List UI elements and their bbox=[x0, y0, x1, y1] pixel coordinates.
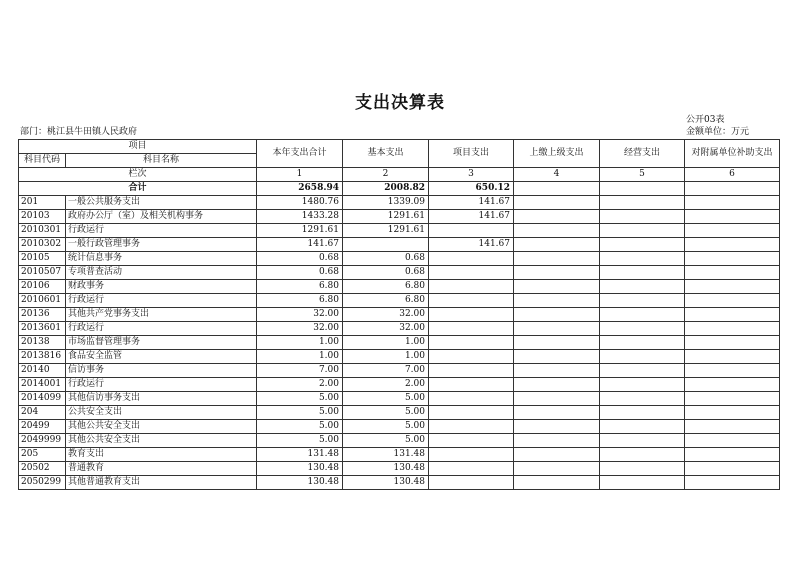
row-total: 1480.76 bbox=[257, 196, 343, 210]
row-name: 行政运行 bbox=[66, 322, 257, 336]
row-total: 5.00 bbox=[257, 420, 343, 434]
row-code: 204 bbox=[19, 406, 66, 420]
table-row bbox=[19, 420, 780, 434]
row-code: 2014099 bbox=[19, 392, 66, 406]
row-project: 141.67 bbox=[429, 196, 514, 210]
row-basic: 2.00 bbox=[343, 378, 429, 392]
row-business bbox=[600, 448, 685, 462]
row-remit-upper bbox=[514, 224, 600, 238]
row-subsidy bbox=[685, 364, 780, 378]
total-business bbox=[600, 182, 685, 196]
row-subsidy bbox=[685, 224, 780, 238]
row-business bbox=[600, 336, 685, 350]
row-code: 2010301 bbox=[19, 224, 66, 238]
col-number: 3 bbox=[429, 168, 514, 182]
row-project: 141.67 bbox=[429, 210, 514, 224]
row-total: 131.48 bbox=[257, 448, 343, 462]
row-basic: 1.00 bbox=[343, 350, 429, 364]
row-code: 2010302 bbox=[19, 238, 66, 252]
row-project bbox=[429, 266, 514, 280]
row-name: 教育支出 bbox=[66, 448, 257, 462]
header-business: 经营支出 bbox=[600, 140, 685, 168]
row-code: 2050299 bbox=[19, 476, 66, 490]
header-project: 项目支出 bbox=[429, 140, 514, 168]
row-project bbox=[429, 476, 514, 490]
row-project bbox=[429, 336, 514, 350]
row-subsidy bbox=[685, 420, 780, 434]
table-row bbox=[19, 252, 780, 266]
row-basic: 1291.61 bbox=[343, 224, 429, 238]
table-row bbox=[19, 294, 780, 308]
total-remit-upper bbox=[514, 182, 600, 196]
row-subsidy bbox=[685, 476, 780, 490]
row-total: 130.48 bbox=[257, 462, 343, 476]
row-code: 2013816 bbox=[19, 350, 66, 364]
table-row bbox=[19, 266, 780, 280]
row-total: 5.00 bbox=[257, 392, 343, 406]
row-project bbox=[429, 252, 514, 266]
row-subsidy bbox=[685, 252, 780, 266]
row-code: 20105 bbox=[19, 252, 66, 266]
row-subsidy bbox=[685, 280, 780, 294]
row-project bbox=[429, 392, 514, 406]
row-subsidy bbox=[685, 434, 780, 448]
department-label: 部门：桃江县牛田镇人民政府 bbox=[20, 127, 138, 137]
row-total: 0.68 bbox=[257, 252, 343, 266]
table-row bbox=[19, 308, 780, 322]
row-basic: 5.00 bbox=[343, 420, 429, 434]
row-total: 5.00 bbox=[257, 434, 343, 448]
row-remit-upper bbox=[514, 294, 600, 308]
row-subsidy bbox=[685, 322, 780, 336]
row-business bbox=[600, 308, 685, 322]
row-name: 其他信访事务支出 bbox=[66, 392, 257, 406]
row-basic bbox=[343, 238, 429, 252]
row-project bbox=[429, 378, 514, 392]
row-remit-upper bbox=[514, 280, 600, 294]
header-subsidy: 对附属单位补助支出 bbox=[685, 140, 780, 168]
row-business bbox=[600, 210, 685, 224]
total-total: 2658.94 bbox=[257, 182, 343, 196]
total-basic: 2008.82 bbox=[343, 182, 429, 196]
col-number: 2 bbox=[343, 168, 429, 182]
row-basic: 5.00 bbox=[343, 406, 429, 420]
row-remit-upper bbox=[514, 196, 600, 210]
row-name: 其他公共安全支出 bbox=[66, 434, 257, 448]
row-project bbox=[429, 420, 514, 434]
row-code: 2014001 bbox=[19, 378, 66, 392]
row-project bbox=[429, 462, 514, 476]
row-subsidy bbox=[685, 210, 780, 224]
row-total: 32.00 bbox=[257, 308, 343, 322]
row-remit-upper bbox=[514, 406, 600, 420]
row-basic: 7.00 bbox=[343, 364, 429, 378]
total-row bbox=[19, 182, 780, 196]
row-total: 1433.28 bbox=[257, 210, 343, 224]
row-business bbox=[600, 392, 685, 406]
row-business bbox=[600, 378, 685, 392]
table-row bbox=[19, 280, 780, 294]
row-business bbox=[600, 322, 685, 336]
expenditure-table bbox=[18, 139, 780, 490]
row-code: 20106 bbox=[19, 280, 66, 294]
row-basic: 32.00 bbox=[343, 322, 429, 336]
row-basic: 131.48 bbox=[343, 448, 429, 462]
row-name: 其他公共安全支出 bbox=[66, 420, 257, 434]
row-business bbox=[600, 224, 685, 238]
row-name: 行政运行 bbox=[66, 378, 257, 392]
row-business bbox=[600, 238, 685, 252]
row-code: 2010507 bbox=[19, 266, 66, 280]
row-code: 20136 bbox=[19, 308, 66, 322]
row-code: 205 bbox=[19, 448, 66, 462]
row-code: 20138 bbox=[19, 336, 66, 350]
row-business bbox=[600, 420, 685, 434]
unit-label: 金额单位：万元 bbox=[686, 127, 750, 137]
row-subsidy bbox=[685, 294, 780, 308]
row-business bbox=[600, 462, 685, 476]
table-row bbox=[19, 238, 780, 252]
table-row bbox=[19, 224, 780, 238]
table-row bbox=[19, 350, 780, 364]
row-basic: 130.48 bbox=[343, 462, 429, 476]
total-subsidy bbox=[685, 182, 780, 196]
header-subject-code: 科目代码 bbox=[19, 154, 66, 168]
row-total: 1.00 bbox=[257, 350, 343, 364]
header-remit-upper: 上缴上级支出 bbox=[514, 140, 600, 168]
total-project: 650.12 bbox=[429, 182, 514, 196]
col-number: 1 bbox=[257, 168, 343, 182]
row-project bbox=[429, 308, 514, 322]
row-subsidy bbox=[685, 350, 780, 364]
table-row bbox=[19, 196, 780, 210]
row-remit-upper bbox=[514, 210, 600, 224]
row-remit-upper bbox=[514, 350, 600, 364]
table-row bbox=[19, 378, 780, 392]
row-total: 141.67 bbox=[257, 238, 343, 252]
row-subsidy bbox=[685, 462, 780, 476]
row-project bbox=[429, 364, 514, 378]
row-remit-upper bbox=[514, 462, 600, 476]
row-subsidy bbox=[685, 378, 780, 392]
row-business bbox=[600, 476, 685, 490]
row-remit-upper bbox=[514, 238, 600, 252]
row-name: 政府办公厅（室）及相关机构事务 bbox=[66, 210, 257, 224]
col-number: 6 bbox=[685, 168, 780, 182]
row-remit-upper bbox=[514, 336, 600, 350]
table-row bbox=[19, 392, 780, 406]
row-project bbox=[429, 322, 514, 336]
row-code: 20499 bbox=[19, 420, 66, 434]
row-total: 1291.61 bbox=[257, 224, 343, 238]
row-name: 食品安全监管 bbox=[66, 350, 257, 364]
row-total: 7.00 bbox=[257, 364, 343, 378]
header-item: 项目 bbox=[19, 140, 257, 154]
row-subsidy bbox=[685, 406, 780, 420]
row-total: 0.68 bbox=[257, 266, 343, 280]
row-total: 5.00 bbox=[257, 406, 343, 420]
row-code: 2049999 bbox=[19, 434, 66, 448]
row-project bbox=[429, 434, 514, 448]
header-column-index: 栏次 bbox=[19, 168, 257, 182]
row-business bbox=[600, 350, 685, 364]
row-code: 2010601 bbox=[19, 294, 66, 308]
row-remit-upper bbox=[514, 364, 600, 378]
row-remit-upper bbox=[514, 392, 600, 406]
col-number: 5 bbox=[600, 168, 685, 182]
row-project bbox=[429, 224, 514, 238]
row-business bbox=[600, 280, 685, 294]
row-basic: 6.80 bbox=[343, 294, 429, 308]
table-row bbox=[19, 448, 780, 462]
row-basic: 6.80 bbox=[343, 280, 429, 294]
row-name: 一般公共服务支出 bbox=[66, 196, 257, 210]
row-name: 财政事务 bbox=[66, 280, 257, 294]
row-basic: 1291.61 bbox=[343, 210, 429, 224]
row-name: 专项普查活动 bbox=[66, 266, 257, 280]
row-project bbox=[429, 350, 514, 364]
row-total: 6.80 bbox=[257, 294, 343, 308]
row-business bbox=[600, 266, 685, 280]
row-remit-upper bbox=[514, 378, 600, 392]
row-remit-upper bbox=[514, 308, 600, 322]
row-basic: 32.00 bbox=[343, 308, 429, 322]
row-business bbox=[600, 406, 685, 420]
row-remit-upper bbox=[514, 434, 600, 448]
row-name: 统计信息事务 bbox=[66, 252, 257, 266]
table-row bbox=[19, 462, 780, 476]
row-subsidy bbox=[685, 448, 780, 462]
row-code: 201 bbox=[19, 196, 66, 210]
row-name: 信访事务 bbox=[66, 364, 257, 378]
row-remit-upper bbox=[514, 266, 600, 280]
row-subsidy bbox=[685, 336, 780, 350]
row-business bbox=[600, 364, 685, 378]
row-name: 一般行政管理事务 bbox=[66, 238, 257, 252]
page-title: 支出决算表 bbox=[355, 93, 445, 113]
table-row bbox=[19, 322, 780, 336]
table-row bbox=[19, 434, 780, 448]
row-subsidy bbox=[685, 238, 780, 252]
header-basic: 基本支出 bbox=[343, 140, 429, 168]
row-basic: 130.48 bbox=[343, 476, 429, 490]
table-row bbox=[19, 210, 780, 224]
row-remit-upper bbox=[514, 322, 600, 336]
row-remit-upper bbox=[514, 448, 600, 462]
form-code: 公开03表 bbox=[686, 115, 725, 125]
row-name: 其他普通教育支出 bbox=[66, 476, 257, 490]
row-basic: 5.00 bbox=[343, 434, 429, 448]
header-subject-name: 科目名称 bbox=[66, 154, 257, 168]
table-row bbox=[19, 336, 780, 350]
row-basic: 5.00 bbox=[343, 392, 429, 406]
row-business bbox=[600, 294, 685, 308]
row-basic: 1339.09 bbox=[343, 196, 429, 210]
row-business bbox=[600, 252, 685, 266]
row-total: 2.00 bbox=[257, 378, 343, 392]
row-basic: 0.68 bbox=[343, 252, 429, 266]
row-name: 行政运行 bbox=[66, 294, 257, 308]
row-remit-upper bbox=[514, 476, 600, 490]
row-name: 其他共产党事务支出 bbox=[66, 308, 257, 322]
row-subsidy bbox=[685, 308, 780, 322]
row-project bbox=[429, 406, 514, 420]
row-code: 20140 bbox=[19, 364, 66, 378]
row-code: 20103 bbox=[19, 210, 66, 224]
row-code: 20502 bbox=[19, 462, 66, 476]
row-basic: 1.00 bbox=[343, 336, 429, 350]
row-subsidy bbox=[685, 266, 780, 280]
row-project bbox=[429, 448, 514, 462]
row-remit-upper bbox=[514, 420, 600, 434]
row-subsidy bbox=[685, 392, 780, 406]
total-label: 合计 bbox=[19, 182, 257, 196]
row-project bbox=[429, 294, 514, 308]
row-remit-upper bbox=[514, 252, 600, 266]
row-basic: 0.68 bbox=[343, 266, 429, 280]
row-name: 市场监督管理事务 bbox=[66, 336, 257, 350]
row-name: 行政运行 bbox=[66, 224, 257, 238]
row-project bbox=[429, 280, 514, 294]
row-subsidy bbox=[685, 196, 780, 210]
table-row bbox=[19, 476, 780, 490]
table-row bbox=[19, 406, 780, 420]
table-row bbox=[19, 364, 780, 378]
row-business bbox=[600, 196, 685, 210]
header-total: 本年支出合计 bbox=[257, 140, 343, 168]
row-total: 1.00 bbox=[257, 336, 343, 350]
row-name: 公共安全支出 bbox=[66, 406, 257, 420]
row-code: 2013601 bbox=[19, 322, 66, 336]
row-business bbox=[600, 434, 685, 448]
row-project: 141.67 bbox=[429, 238, 514, 252]
row-name: 普通教育 bbox=[66, 462, 257, 476]
row-total: 6.80 bbox=[257, 280, 343, 294]
row-total: 130.48 bbox=[257, 476, 343, 490]
col-number: 4 bbox=[514, 168, 600, 182]
row-total: 32.00 bbox=[257, 322, 343, 336]
